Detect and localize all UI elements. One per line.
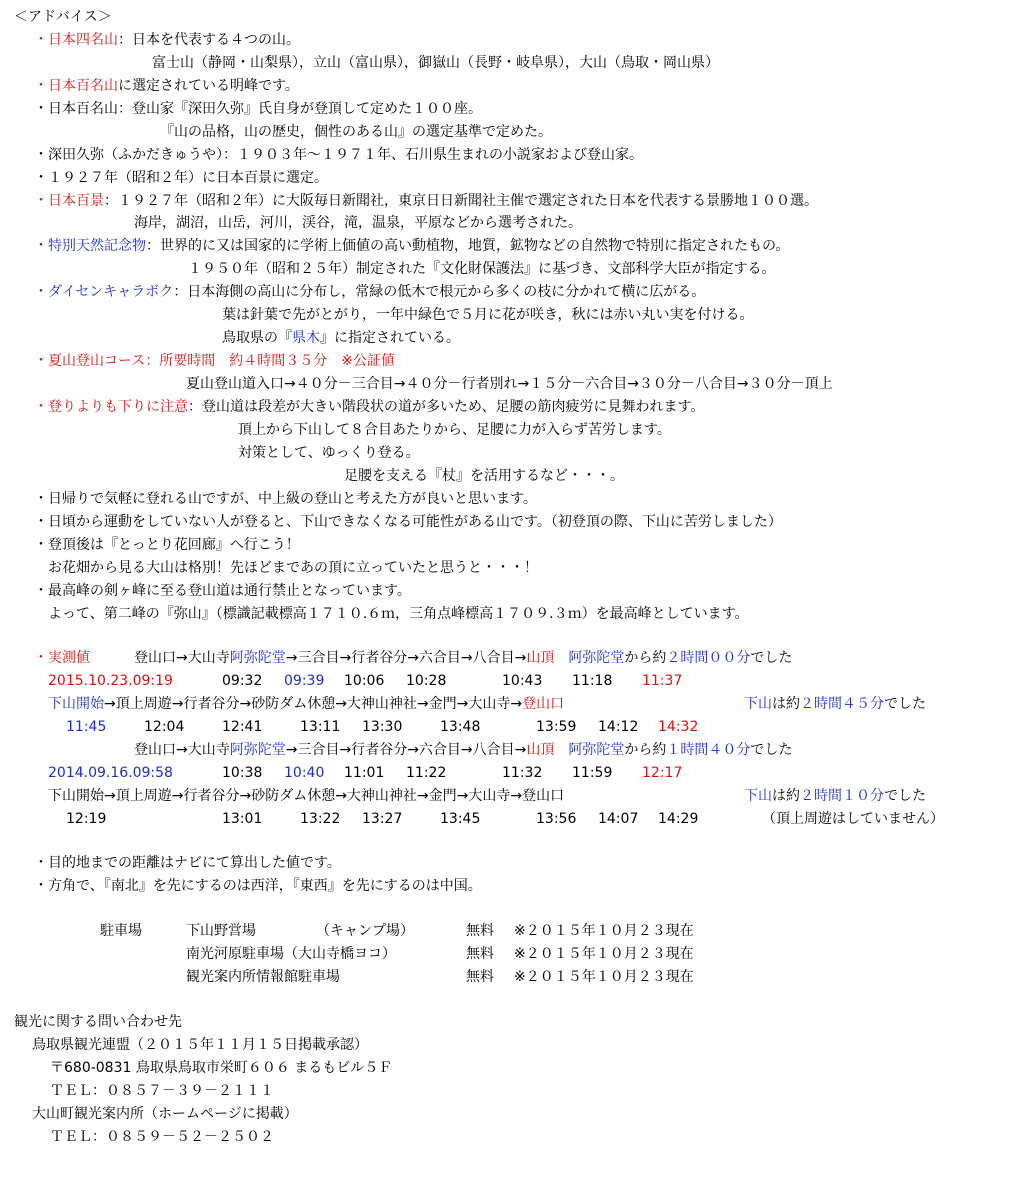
time-value: 11:59: [572, 765, 613, 781]
route-seg: 阿弥陀堂: [568, 650, 625, 666]
parking-asof: ※２０１５年１０月２３現在: [514, 946, 694, 962]
time-value: 13:45: [440, 811, 481, 827]
time-value: 10:06: [344, 673, 385, 689]
bullet: ・: [34, 238, 48, 254]
kenboku-word: 県木: [292, 330, 320, 346]
contact-tel: ＴＥＬ：０８５９－５２－２５０２: [50, 1129, 274, 1145]
note-cont: お花畑から見る大山は格別！先ほどまであの頂に立っていたと思うと・・・！: [48, 560, 538, 576]
route-seg: 登山口→大山寺: [134, 650, 230, 666]
note-text: 登頂後は『とっとり花回廊』へ行こう！: [48, 537, 300, 553]
time-value: 14:07: [598, 811, 639, 827]
caution-item: [34, 396, 704, 418]
time-value: 12:41: [222, 719, 263, 735]
misc-item: [34, 852, 341, 874]
term-label: 日本百景: [48, 193, 104, 209]
caution-text: ：登山道は段差が大きい階段状の道が多いため、足腰の筋肉疲労に見舞われます。: [188, 399, 705, 415]
course-label: 夏山登山コース: [48, 353, 146, 369]
parking-heading: 駐車場: [100, 923, 142, 939]
measured-label: 実測値: [48, 650, 90, 666]
time-value: 13:27: [362, 811, 403, 827]
bullet: ・: [34, 284, 48, 300]
note-item: [34, 488, 537, 510]
advice-cont: 海岸，湖沼，山岳，河川，渓谷，滝，温泉，平原などから選考された。: [134, 215, 582, 231]
time-date: 2015.10.23.09:19: [48, 673, 173, 689]
measured-duration-2015-down: [744, 693, 926, 715]
bullet: ・: [34, 147, 48, 163]
bullet: ・: [34, 514, 48, 530]
parking-asof: ※２０１５年１０月２３現在: [514, 923, 694, 939]
note-item: [34, 534, 300, 556]
time-value: 14:12: [598, 719, 639, 735]
route-seg: 下山開始: [48, 696, 104, 712]
bullet: ・: [34, 650, 48, 666]
advice-cont: 『山の品格，山の歴史，個性のある山』の選定基準で定めた。: [160, 124, 552, 140]
advice-item-tokubetsu: [34, 235, 789, 257]
route-seg: 下山: [744, 696, 772, 712]
misc-text: 方角で、『南北』を先にするのは西洋，『東西』を先にするのは中国。: [48, 878, 482, 894]
bullet: ・: [34, 170, 48, 186]
advice-item-hyakumeizan: [34, 75, 299, 97]
route-seg: →頂上周遊→行者谷分→砂防ダム休憩→大神山神社→金門→大山寺→: [104, 696, 523, 712]
parking-name: 南光河原駐車場（大山寺橋ヨコ）: [186, 946, 396, 962]
bullet: ・: [34, 491, 48, 507]
bullet: ・: [34, 878, 48, 894]
measured-duration-2014-down: [744, 785, 926, 807]
time-value: 11:22: [406, 765, 447, 781]
time-date: 2014.09.16.09:58: [48, 765, 173, 781]
advice-item-yonmeizan: [34, 29, 300, 51]
route-seg: ２時間１０分: [800, 788, 884, 804]
parking-fee: 無料: [466, 946, 494, 962]
bullet: ・: [34, 32, 48, 48]
advice-item-1927: [34, 167, 328, 189]
term-text: 日本百名山：登山家『深田久弥』氏自身が登頂して定めた１００座。: [48, 101, 482, 117]
bullet: ・: [34, 583, 48, 599]
time-value: 11:45: [66, 719, 107, 735]
route-seg: ２時間００分: [666, 650, 751, 666]
time-value: 14:32: [658, 719, 699, 735]
time-value: 10:38: [222, 765, 263, 781]
note-text: 最高峰の剣ヶ峰に至る登山道は通行禁止となっています。: [48, 583, 411, 599]
time-value: 11:01: [344, 765, 385, 781]
measured-route-2014-up: [134, 739, 792, 761]
note-cont: よって、第二峰の『弥山』（標識記載標高１７１０.６ｍ，三角点峰標高１７０９.３ｍ）を最高峰としています。: [48, 606, 749, 622]
term-text: ：日本海側の高山に分布し，常緑の低木で根元から多くの枝に分かれて横に広がる。: [173, 284, 706, 300]
bullet: ・: [34, 399, 48, 415]
measured-route-2015-up: [134, 647, 792, 669]
time-value: 10:40: [284, 765, 325, 781]
contact-org: 大山町観光案内所（ホームページに掲載）: [32, 1106, 298, 1122]
term-label: 特別天然記念物: [48, 238, 146, 254]
advice-item-hyakumeizan-def: [34, 98, 482, 120]
route-seg: 山頂: [526, 650, 555, 666]
time-value: 13:48: [440, 719, 481, 735]
term-text: 深田久弥（ふかだきゅうや）：１９０３年～１９７１年、石川県生まれの小説家および登山家。: [48, 147, 643, 163]
route-seg: 登山口→大山寺: [134, 742, 230, 758]
advice-item-kyaraboku: [34, 281, 705, 303]
term-text: ：１９２７年（昭和２年）に大阪毎日新聞社，東京日日新聞社主催で選定された日本を代表する景勝地１００選。: [104, 193, 818, 209]
note-text: 日帰りで気軽に登れる山ですが、中上級の登山と考えた方が良いと思います。: [48, 491, 537, 507]
summer-course: [34, 350, 395, 372]
term-text: に選定されている明峰です。: [118, 78, 299, 94]
time-value: 12:17: [642, 765, 683, 781]
course-route: 夏山登山道入口→４０分－三合目→４０分－行者別れ→１５分－六合目→３０分－八合目→３０分－頂上: [186, 376, 833, 392]
route-seg: →三合目→行者谷分→六合目→八合目→: [285, 742, 527, 758]
route-seg: 下山: [744, 788, 772, 804]
term-label: 日本四名山: [48, 32, 118, 48]
time-value: 13:11: [300, 719, 341, 735]
route-seg: でした: [750, 650, 793, 666]
caution-cont: 対策として、ゆっくり登る。: [238, 445, 420, 461]
bullet: ・: [34, 353, 48, 369]
time-value: 13:01: [222, 811, 263, 827]
contact-org: 鳥取県観光連盟（２０１５年１１月１５日掲載承認）: [32, 1037, 368, 1053]
route-seg: ２時間４５分: [800, 696, 884, 712]
term-label: ダイセンキャラボク: [48, 284, 174, 300]
time-value: 11:32: [502, 765, 543, 781]
parking-name: 観光案内所情報館駐車場: [186, 969, 340, 985]
time-value: 13:22: [300, 811, 341, 827]
measured-label-row: [34, 647, 90, 669]
term-label: 日本百名山: [48, 78, 118, 94]
misc-text: 目的地までの距離はナビにて算出した値です。: [48, 855, 341, 871]
route-seg: は約: [772, 696, 800, 712]
route-seg: 山頂: [526, 742, 555, 758]
time-value: 09:32: [222, 673, 263, 689]
time-value: 12:19: [66, 811, 107, 827]
parking-asof: ※２０１５年１０月２３現在: [514, 969, 694, 985]
caution-cont: 頂上から下山して８合目あたりから、足腰に力が入らず苦労します。: [238, 422, 671, 438]
time-value: 11:18: [572, 673, 613, 689]
contact-address: 〒680-0831 鳥取県鳥取市栄町６０６ まるもビル５Ｆ: [50, 1060, 393, 1076]
route-seg: 阿弥陀堂: [568, 742, 625, 758]
advice-cont-kenboku: [222, 327, 460, 349]
term-text: ：日本を代表する４つの山。: [118, 32, 300, 48]
parking-fee: 無料: [466, 969, 494, 985]
note-item: [34, 511, 782, 533]
route-seg: 登山口: [522, 696, 565, 712]
caution-cont: 足腰を支える『杖』を活用するなど・・・。: [344, 468, 624, 484]
route-seg: は約: [772, 788, 800, 804]
route-seg: 阿弥陀堂: [229, 650, 286, 666]
term-text: １９２７年（昭和２年）に日本百景に選定。: [48, 170, 328, 186]
route-seg: →三合目→行者谷分→六合目→八合目→: [285, 650, 527, 666]
measured-route-2014-down: 下山開始→頂上周遊→行者谷分→砂防ダム休憩→大神山神社→金門→大山寺→登山口: [48, 788, 565, 804]
route-seg: でした: [884, 696, 926, 712]
bullet: ・: [34, 101, 48, 117]
contact-heading: 観光に関する問い合わせ先: [14, 1014, 182, 1030]
bullet: ・: [34, 78, 48, 94]
advice-cont: 葉は針葉で先がとがり，一年中緑色で５月に花が咲き，秋には赤い丸い実を付ける。: [222, 307, 754, 323]
advice-heading: ＜アドバイス＞: [14, 9, 112, 25]
caution-label: 登りよりも下りに注意: [48, 399, 188, 415]
misc-item: [34, 875, 482, 897]
time-value: 11:37: [642, 673, 683, 689]
route-seg: から約: [624, 742, 667, 758]
term-text: ：世界的に又は国家的に学術上価値の高い動植物，地質，鉱物などの自然物で特別に指定されたもの。: [146, 238, 790, 254]
kenboku-post: 』に指定されている。: [320, 330, 460, 346]
bullet: ・: [34, 193, 48, 209]
note-item: [34, 580, 411, 602]
contact-tel: ＴＥＬ：０８５７－３９－２１１１: [50, 1083, 274, 1099]
advice-cont: 富士山（静岡・山梨県），立山（富山県），御嶽山（長野・岐阜県），大山（鳥取・岡山県）: [152, 55, 719, 71]
bullet: ・: [34, 537, 48, 553]
note-text: 日頃から運動をしていない人が登ると、下山できなくなる可能性がある山です。（初登頂の際、下山に苦労しました）: [48, 514, 782, 530]
advice-item-fukada: [34, 144, 643, 166]
route-seg: から約: [624, 650, 667, 666]
time-value: 14:29: [658, 811, 699, 827]
time-note: （頂上周遊はしていません）: [762, 811, 944, 827]
time-value: 13:56: [536, 811, 577, 827]
time-value: 13:59: [536, 719, 577, 735]
parking-name: 下山野営場: [186, 923, 256, 939]
time-value: 12:04: [144, 719, 185, 735]
route-seg: 阿弥陀堂: [229, 742, 286, 758]
course-text: ：所要時間 約４時間３５分 ※公証値: [145, 353, 396, 369]
kenboku-pre: 鳥取県の『: [222, 330, 292, 346]
time-value: 09:39: [284, 673, 325, 689]
bullet: ・: [34, 855, 48, 871]
route-seg: でした: [750, 742, 793, 758]
route-seg: １時間４０分: [666, 742, 751, 758]
parking-fee: 無料: [466, 923, 494, 939]
route-seg: でした: [884, 788, 926, 804]
advice-item-hyakkei: [34, 190, 818, 212]
time-value: 10:28: [406, 673, 447, 689]
advice-cont: １９５０年（昭和２５年）制定された『文化財保護法』に基づき、文部科学大臣が指定する。: [188, 261, 776, 277]
parking-note: （キャンプ場）: [316, 923, 414, 939]
measured-route-2015-down: [48, 693, 564, 715]
time-value: 13:30: [362, 719, 403, 735]
time-value: 10:43: [502, 673, 543, 689]
